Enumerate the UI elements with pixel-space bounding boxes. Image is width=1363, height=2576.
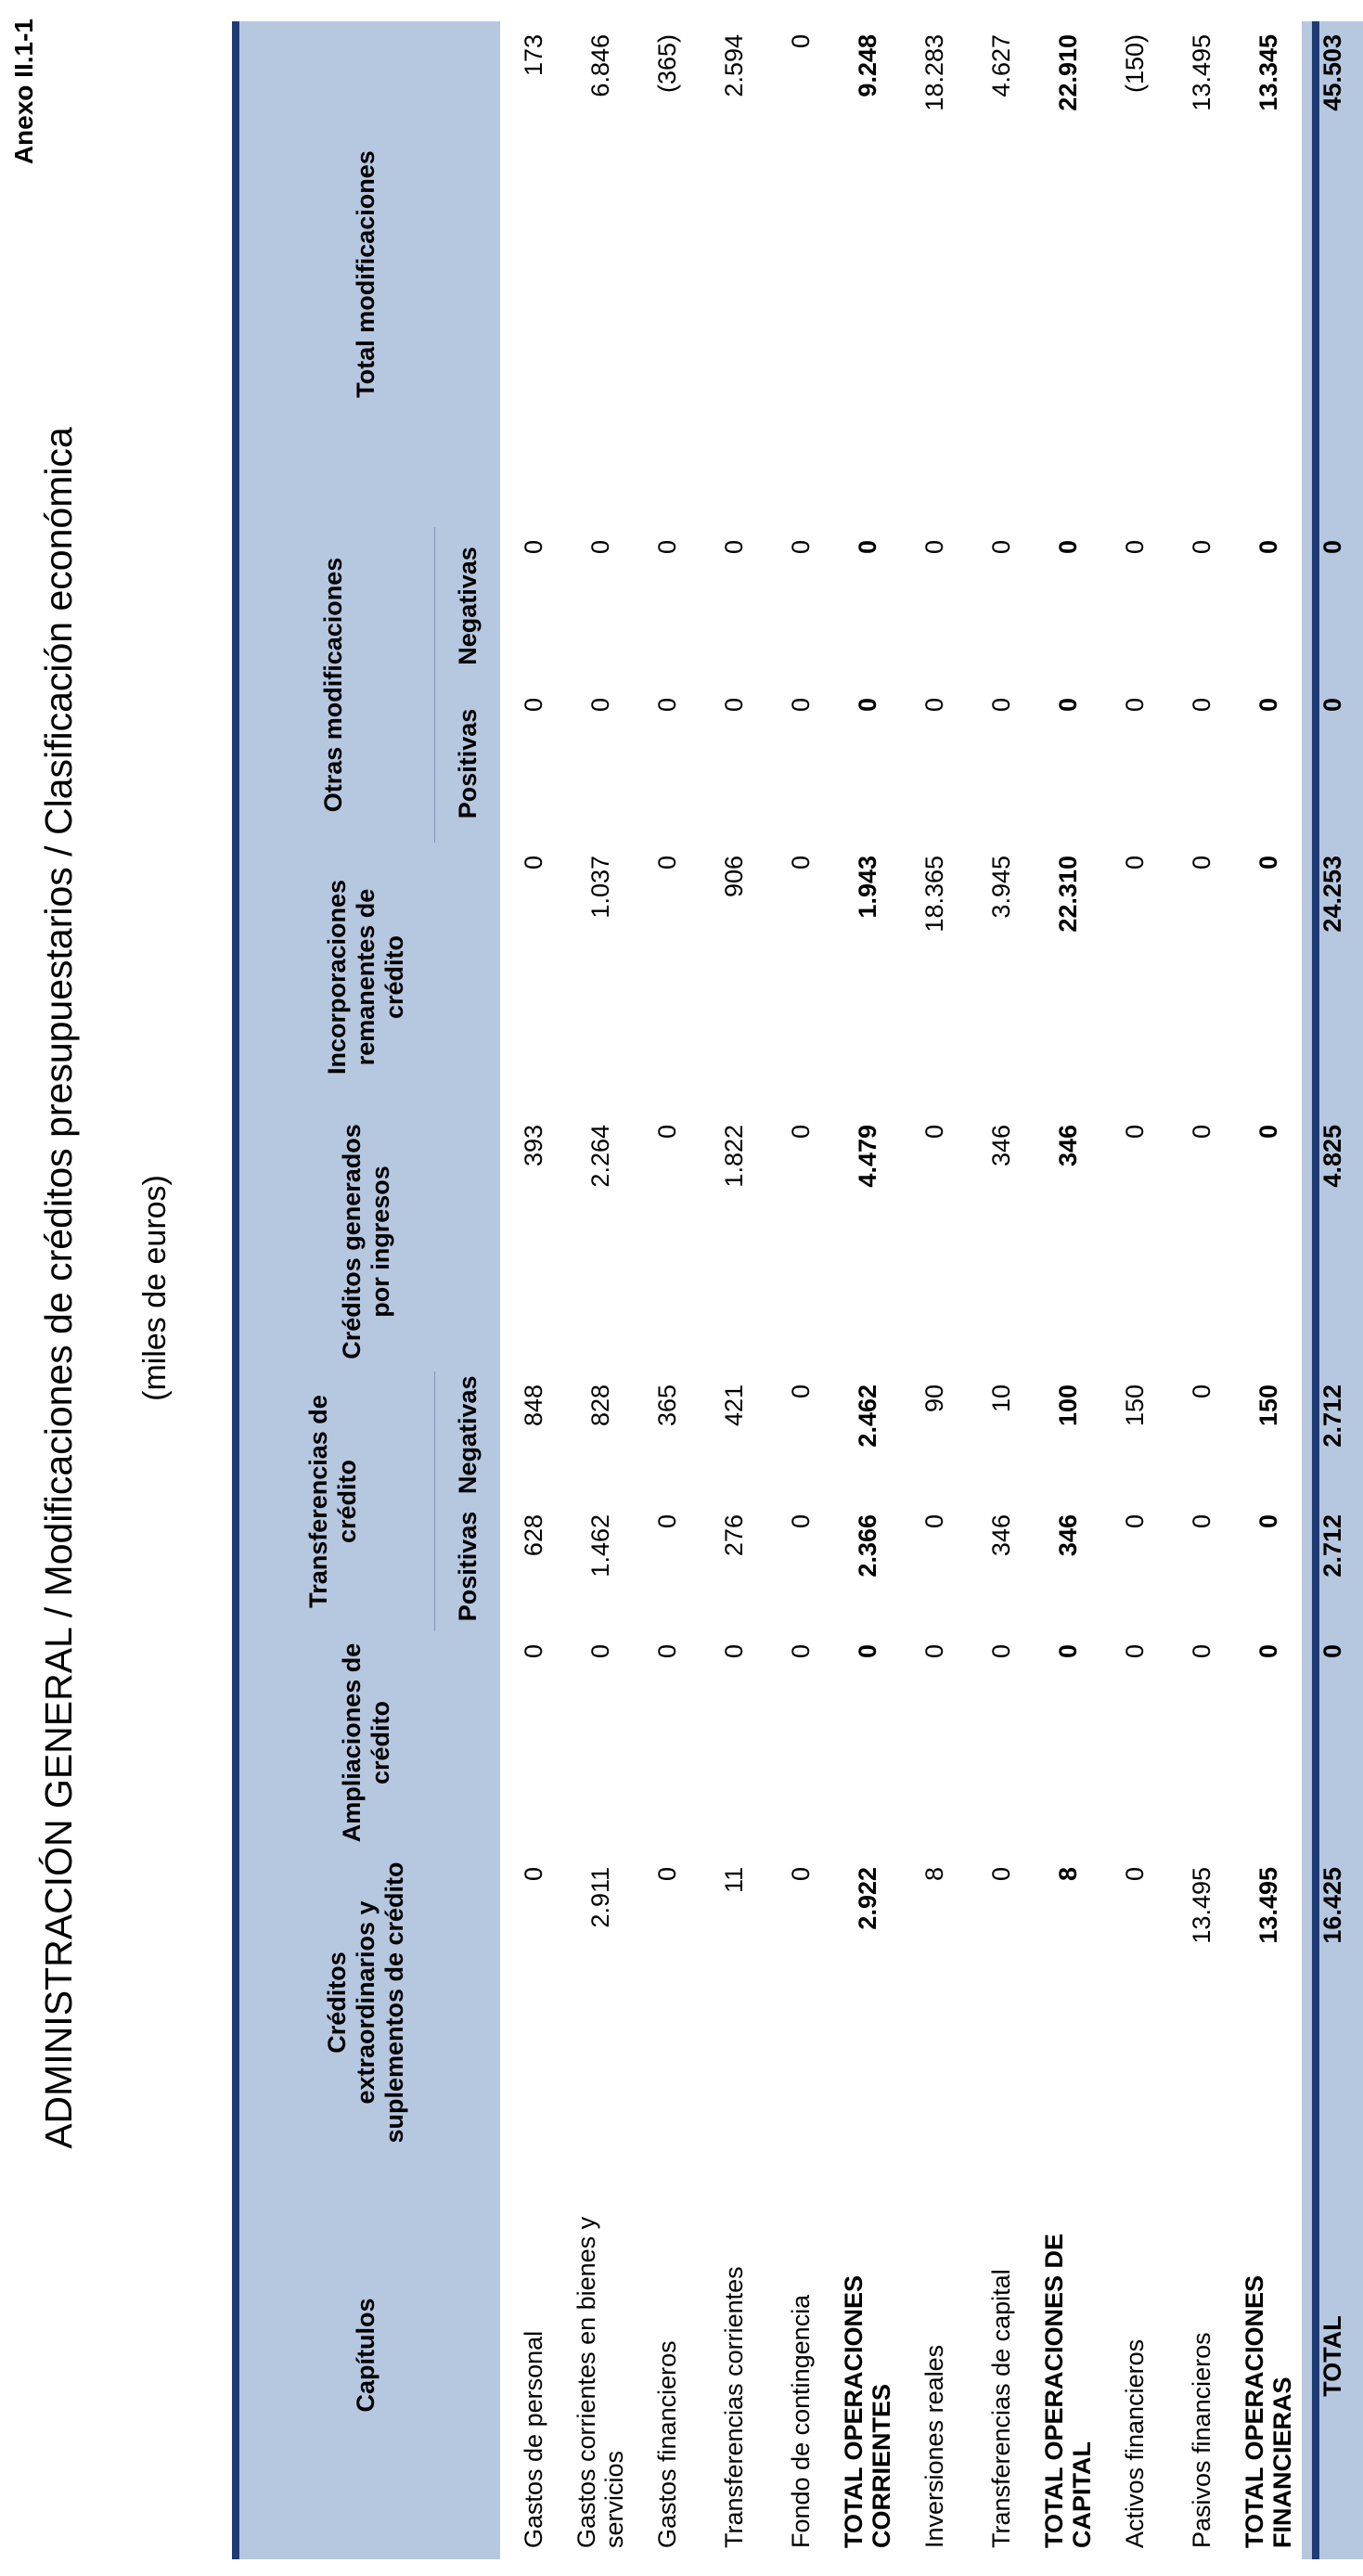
cell-value: 0	[986, 1867, 1015, 1882]
cell-value: 13.495	[1187, 1867, 1215, 1944]
cell-value: 0	[719, 1644, 748, 1659]
cell-value: 421	[719, 1384, 748, 1427]
cell-value: 0	[1053, 539, 1082, 555]
cell-value: 2.712	[1302, 1372, 1363, 1501]
cell-value: 0	[585, 1644, 614, 1659]
col-otras: Otras modificaciones	[232, 527, 435, 843]
row-label-text: TOTAL	[1318, 2315, 1346, 2397]
table-row	[1101, 21, 1168, 2559]
cell-value: 24.253	[1302, 843, 1363, 1112]
cell-value: 0	[1120, 539, 1149, 555]
col-transferencias-positivas: Positivas	[435, 1501, 501, 1631]
cell-value: 22.910	[1053, 33, 1082, 111]
cell-value: 0	[919, 539, 948, 555]
row-label-text: Transferencias corrientes	[720, 2266, 748, 2548]
row-label-text: Gastos de personal	[520, 2330, 547, 2548]
row-label	[968, 2151, 1035, 2559]
cell-value: 3.945	[986, 855, 1015, 919]
cell-value: 0	[652, 1124, 681, 1140]
cell-value: 0	[786, 855, 815, 870]
col-total: Total modificaciones	[232, 21, 500, 527]
units-subtitle: (miles de euros)	[137, 1175, 173, 1401]
cell-value: 346	[986, 1124, 1015, 1167]
cell-value: 0	[1120, 697, 1149, 713]
row-label-text: Fondo de contingencia	[787, 2294, 815, 2548]
cell-value: 0	[1302, 1631, 1363, 1854]
cell-value: 0	[519, 855, 547, 870]
cell-value: 18.365	[919, 855, 948, 933]
cell-value: 0	[519, 1644, 547, 1659]
table-row	[767, 21, 834, 2559]
row-label-text: TOTAL OPERACIONES CORRIENTES	[840, 2274, 895, 2548]
cell-value: 828	[585, 1384, 614, 1427]
col-generados: Créditos generados por ingresos	[232, 1112, 500, 1372]
cell-value: 0	[1187, 539, 1215, 555]
cell-value: 0	[1254, 1124, 1282, 1140]
cell-value: 0	[1120, 1124, 1149, 1140]
table-row	[1035, 21, 1101, 2559]
cell-value: 0	[1302, 685, 1363, 843]
col-incorporaciones: Incorporaciones remanentes de crédito	[232, 843, 500, 1112]
cell-value: 0	[1187, 1384, 1215, 1399]
table-row	[901, 21, 968, 2559]
cell-value: 0	[853, 539, 881, 555]
cell-value: 0	[652, 539, 681, 555]
table-row	[701, 21, 767, 2559]
cell-value: 0	[786, 1514, 815, 1529]
cell-value: 0	[919, 1124, 948, 1140]
cell-value: 13.345	[1254, 33, 1282, 111]
cell-value: 0	[652, 1644, 681, 1659]
cell-value: 4.825	[1302, 1112, 1363, 1372]
cell-value: 346	[1053, 1514, 1082, 1557]
cell-value: 0	[1187, 1124, 1215, 1140]
cell-value: 4.627	[986, 33, 1015, 97]
cell-value: 2.366	[853, 1514, 881, 1578]
cell-value: 848	[519, 1384, 547, 1427]
cell-value: 22.310	[1053, 855, 1082, 933]
cell-value: 1.462	[585, 1514, 614, 1578]
cell-value: 173	[519, 33, 547, 77]
cell-value: 0	[986, 1644, 1015, 1659]
cell-value: 10	[986, 1384, 1015, 1413]
row-label-text: Gastos financieros	[653, 2340, 681, 2548]
cell-value: 150	[1254, 1384, 1282, 1427]
cell-value: 0	[786, 1384, 815, 1399]
cell-value: 0	[786, 539, 815, 555]
cell-value: 8	[919, 1867, 948, 1882]
cell-value: 0	[853, 697, 881, 713]
table-row	[968, 21, 1035, 2559]
row-label-text: Inversiones reales	[920, 2344, 948, 2548]
cell-value: 0	[652, 1514, 681, 1529]
table-row	[500, 21, 567, 2559]
cell-value: 628	[519, 1514, 547, 1557]
cell-value: 2.922	[853, 1867, 881, 1930]
cell-value: 0	[1120, 1644, 1149, 1659]
row-label	[1302, 2151, 1363, 2559]
cell-value: 0	[1053, 1644, 1082, 1659]
row-label-text: TOTAL OPERACIONES FINANCIERAS	[1241, 2274, 1296, 2548]
cell-value: 0	[786, 1124, 815, 1140]
table-body	[500, 21, 1363, 2559]
col-otras-negativas: Negativas	[435, 527, 501, 685]
row-label	[500, 2151, 567, 2559]
cell-value: 0	[786, 33, 815, 49]
col-transferencias-negativas: Negativas	[435, 1372, 501, 1501]
cell-value: 150	[1120, 1384, 1149, 1427]
cell-value: 0	[986, 697, 1015, 713]
row-label	[767, 2151, 834, 2559]
cell-value: 346	[1053, 1124, 1082, 1167]
cell-value: 1.943	[853, 855, 881, 919]
row-label	[1035, 2151, 1101, 2559]
cell-value: 11	[719, 1867, 748, 1894]
cell-value: 13.495	[1187, 33, 1215, 111]
cell-value: 0	[1187, 855, 1215, 870]
cell-value: (150)	[1120, 33, 1149, 94]
cell-value: 100	[1053, 1384, 1082, 1427]
cell-value: 0	[585, 697, 614, 713]
col-ampliaciones: Ampliaciones de crédito	[232, 1631, 500, 1854]
cell-value: 0	[986, 539, 1015, 555]
cell-value: 0	[1254, 1514, 1282, 1529]
cell-value: 2.712	[1302, 1501, 1363, 1631]
cell-value: 0	[652, 855, 681, 870]
cell-value: 0	[719, 697, 748, 713]
cell-value: 0	[1254, 697, 1282, 713]
table-row	[1302, 21, 1363, 2559]
cell-value: 0	[652, 697, 681, 713]
cell-value: 0	[1254, 855, 1282, 870]
cell-value: 45.503	[1302, 21, 1363, 527]
cell-value: (365)	[652, 33, 681, 94]
cell-value: 2.462	[853, 1384, 881, 1448]
cell-value: 0	[1254, 1644, 1282, 1659]
row-label-text: TOTAL OPERACIONES DE CAPITAL	[1040, 2233, 1096, 2548]
col-capitulos: Capítulos	[232, 2151, 500, 2559]
cell-value: 18.283	[919, 33, 948, 111]
row-label	[1101, 2151, 1168, 2559]
cell-value: 0	[1120, 855, 1149, 870]
cell-value: 9.248	[853, 33, 881, 97]
row-label	[1168, 2151, 1235, 2559]
cell-value: 0	[919, 1514, 948, 1529]
cell-value: 393	[519, 1124, 547, 1167]
cell-value: 2.594	[719, 33, 748, 97]
row-label	[634, 2151, 701, 2559]
cell-value: 0	[652, 1867, 681, 1882]
cell-value: 0	[519, 539, 547, 555]
table-row	[1168, 21, 1235, 2559]
cell-value: 0	[919, 1644, 948, 1659]
cell-value: 8	[1053, 1867, 1082, 1882]
cell-value: 0	[719, 539, 748, 555]
cell-value: 0	[585, 539, 614, 555]
cell-value: 0	[1187, 697, 1215, 713]
cell-value: 0	[1053, 697, 1082, 713]
cell-value: 1.037	[585, 855, 614, 919]
cell-value: 0	[1254, 539, 1282, 555]
cell-value: 0	[519, 1867, 547, 1882]
cell-value: 90	[919, 1384, 948, 1413]
cell-value: 6.846	[585, 33, 614, 97]
cell-value: 365	[652, 1384, 681, 1427]
row-label	[834, 2151, 901, 2559]
row-label	[701, 2151, 767, 2559]
table-row	[834, 21, 901, 2559]
cell-value: 0	[1120, 1514, 1149, 1529]
cell-value: 0	[919, 697, 948, 713]
cell-value: 0	[1120, 1867, 1149, 1882]
row-label-text: Transferencias de capital	[987, 2269, 1015, 2548]
page-title: ADMINISTRACIÓN GENERAL / Modificaciones de créditos presupuestarios / Clasificación económica	[37, 427, 80, 2149]
cell-value: 13.495	[1254, 1867, 1282, 1944]
cell-value: 2.911	[585, 1867, 614, 1928]
row-label	[1235, 2151, 1302, 2559]
row-label	[567, 2151, 634, 2559]
cell-value: 276	[719, 1514, 748, 1557]
row-label-text: Activos financieros	[1121, 2338, 1149, 2548]
col-creditos-extraordinarios: Créditos extraordinarios y suplementos de crédito	[232, 1854, 500, 2151]
table-row	[567, 21, 634, 2559]
cell-value: 346	[986, 1514, 1015, 1557]
modifications-table	[232, 21, 1363, 2559]
cell-value: 0	[519, 697, 547, 713]
cell-value: 16.425	[1302, 1854, 1363, 2151]
col-transferencias: Transferencias de crédito	[232, 1372, 435, 1631]
cell-value: 1.822	[719, 1124, 748, 1188]
cell-value: 0	[786, 697, 815, 713]
table-row	[634, 21, 701, 2559]
annex-label: Anexo II.1-1	[9, 19, 38, 165]
row-label-text: Gastos corrientes en bienes y servicios	[572, 2216, 628, 2548]
cell-value: 906	[719, 855, 748, 898]
cell-value: 2.264	[585, 1124, 614, 1188]
cell-value: 0	[786, 1644, 815, 1659]
cell-value: 0	[853, 1644, 881, 1659]
cell-value: 4.479	[853, 1124, 881, 1188]
row-label-text: Pasivos financieros	[1188, 2332, 1215, 2548]
cell-value: 0	[1187, 1644, 1215, 1659]
cell-value: 0	[1187, 1514, 1215, 1529]
table-row	[1235, 21, 1302, 2559]
col-otras-positivas: Positivas	[435, 685, 501, 843]
row-label	[901, 2151, 968, 2559]
cell-value: 0	[786, 1867, 815, 1882]
cell-value: 0	[1302, 527, 1363, 685]
